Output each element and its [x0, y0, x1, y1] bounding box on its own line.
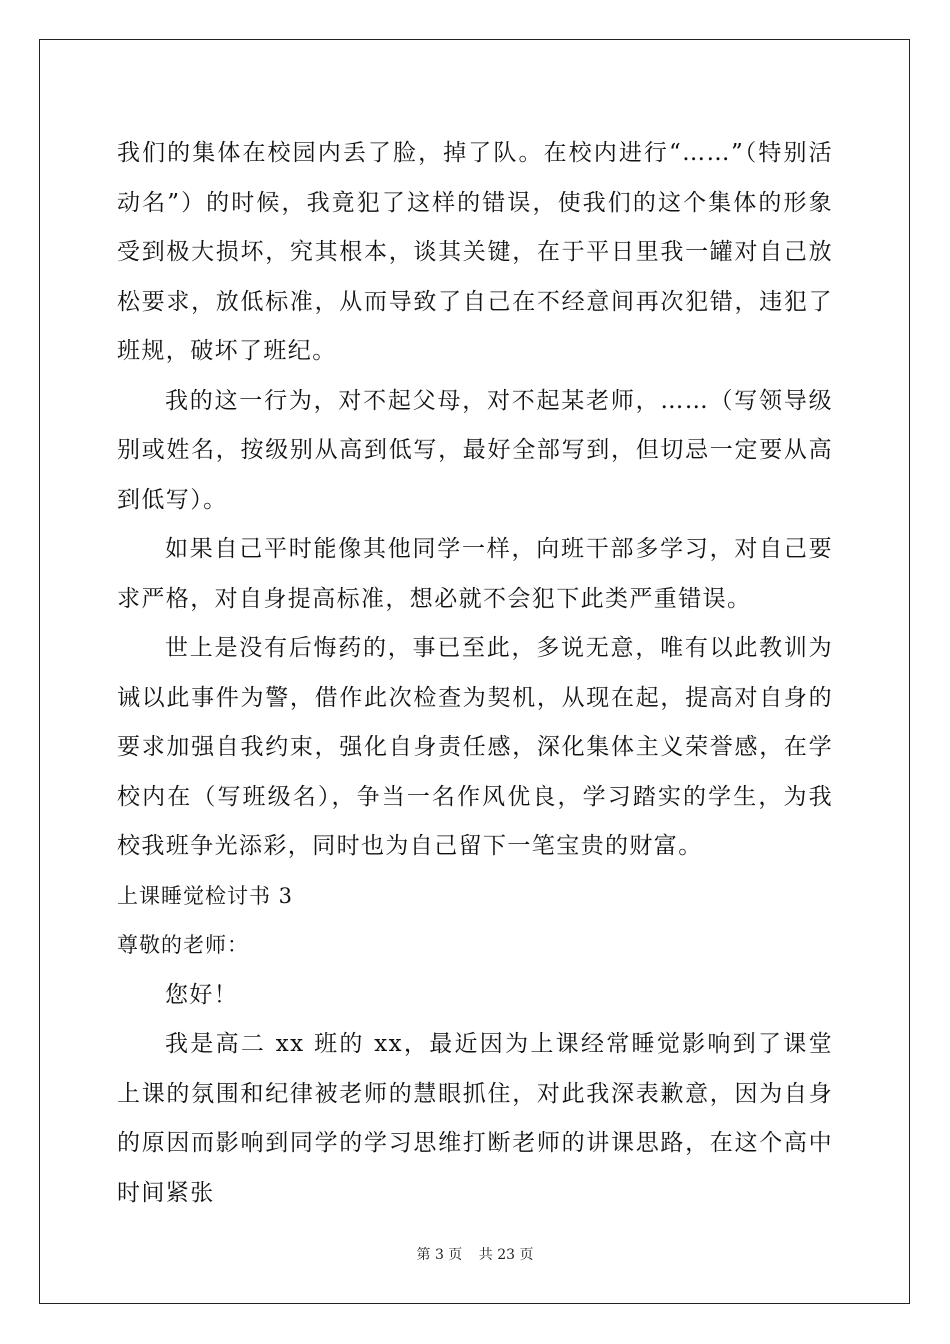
paragraph-2: 我的这一行为，对不起父母，对不起某老师，……（写领导级别或姓名，按级别从高到低写，最好全部写到，但切忌一定要从高到低写）。: [117, 387, 833, 513]
section-title: 上课睡觉检讨书 3: [117, 883, 294, 908]
paragraph-5: 我是高二 xx 班的 xx，最近因为上课经常睡觉影响到了课堂上课的氛围和纪律被老师的慧眼抓住，对此我深表歉意，因为自身的原因而影响到同学的学习思维打断老师的讲课思路，在这个高中时间紧张: [117, 1031, 833, 1206]
page-footer: [0, 1244, 950, 1264]
paragraph-1: 我们的集体在校园内丢了脸，掉了队。在校内进行“……”（特别活动名”）的时候，我竟犯了这样的错误，使我们的这个集体的形象受到极大损坏，究其根本，谈其关键，在于平日里我一罐对自己放松要求，放低标准，从而导致了自己在不经意间再次犯错，违犯了班规，破坏了班纪。: [117, 140, 833, 364]
greeting: 您好！: [165, 981, 239, 1008]
paragraph-3: 如果自己平时能像其他同学一样，向班干部多学习，对自己要求严格，对自身提高标准，想必就不会犯下此类严重错误。: [117, 536, 833, 612]
document-body: [117, 129, 833, 1218]
page-total: 共 23 页: [478, 1247, 534, 1263]
page-number: 第 3 页: [416, 1247, 463, 1263]
salutation: 尊敬的老师：: [117, 933, 249, 957]
paragraph-4: 世上是没有后悔药的，事已至此，多说无意，唯有以此教训为诫以此事件为警，借作此次检查为契机，从现在起，提高对自身的要求加强自我约束，强化自身责任感，深化集体主义荣誉感，在学校内在（写班级名），争当一名作风优良，学习踏实的学生，为我校我班争光添彩，同时也为自己留下一笔宝贵的财富。: [117, 635, 833, 859]
